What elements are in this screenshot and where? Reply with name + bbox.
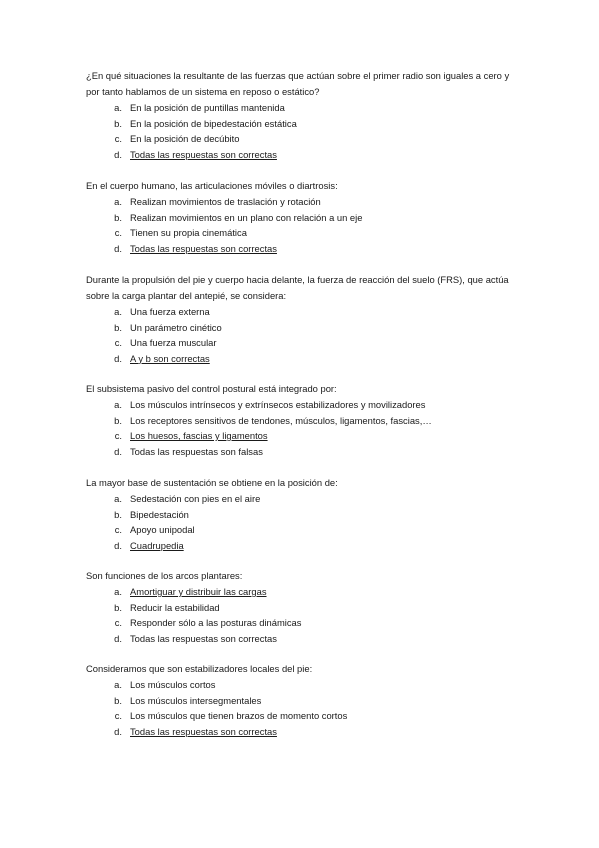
option-letter: d. bbox=[114, 352, 122, 364]
option-b bbox=[86, 600, 516, 616]
option-a bbox=[86, 584, 516, 600]
option-text: Bipedestación bbox=[130, 508, 189, 520]
option-text: Los músculos intersegmentales bbox=[130, 694, 262, 706]
question-6 bbox=[86, 568, 516, 646]
option-c bbox=[86, 615, 516, 631]
option-text: Responder sólo a las posturas dinámicas bbox=[130, 617, 302, 628]
option-list bbox=[86, 584, 516, 646]
option-letter: a. bbox=[114, 493, 122, 504]
question-7 bbox=[86, 661, 516, 739]
option-text: Realizan movimientos en un plano con relación a un eje bbox=[130, 211, 363, 223]
option-text: Todas las respuestas son correctas bbox=[130, 632, 277, 644]
option-list bbox=[86, 100, 516, 162]
option-letter: b. bbox=[114, 601, 122, 613]
option-d bbox=[86, 147, 516, 163]
option-letter: b. bbox=[114, 321, 122, 333]
option-letter: b. bbox=[114, 414, 122, 426]
option-text: Realizan movimientos de traslación y rotación bbox=[130, 196, 321, 207]
option-c bbox=[86, 335, 516, 351]
option-letter: d. bbox=[114, 539, 122, 551]
option-d bbox=[86, 351, 516, 367]
question-text: Son funciones de los arcos plantares: bbox=[86, 570, 243, 581]
option-letter: d. bbox=[114, 725, 122, 737]
question-3 bbox=[86, 272, 516, 366]
option-letter: c. bbox=[114, 337, 122, 348]
option-text: Todas las respuestas son correctas bbox=[130, 242, 277, 254]
option-text: Los músculos que tienen brazos de momento cortos bbox=[130, 710, 348, 721]
option-b bbox=[86, 693, 516, 709]
option-text: Los músculos intrínsecos y extrínsecos estabilizadores y movilizadores bbox=[130, 399, 426, 410]
question-text: Durante la propulsión del pie y cuerpo hacia delante, la fuerza de reacción del suelo (FRS), que actúa sobre la carga plantar del antepié, se considera: bbox=[86, 274, 509, 301]
option-text: Sedestación con pies en el aire bbox=[130, 493, 261, 504]
option-letter: a. bbox=[114, 306, 122, 317]
option-b bbox=[86, 320, 516, 336]
question-text: ¿En qué situaciones la resultante de las fuerzas que actúan sobre el primer radio son iguales a cero y por tanto hablamos de un sistema en reposo o estático? bbox=[86, 70, 510, 97]
question-text: Consideramos que son estabilizadores locales del pie: bbox=[86, 663, 313, 674]
option-letter: b. bbox=[114, 694, 122, 706]
option-b bbox=[86, 210, 516, 226]
option-list bbox=[86, 677, 516, 739]
option-text: Amortiguar y distribuir las cargas bbox=[130, 586, 267, 597]
option-letter: c. bbox=[114, 430, 122, 441]
question-2 bbox=[86, 178, 516, 256]
option-letter: a. bbox=[114, 196, 122, 207]
option-text: A y b son correctas bbox=[130, 352, 210, 364]
option-letter: d. bbox=[114, 445, 122, 457]
option-text: En la posición de puntillas mantenida bbox=[130, 102, 285, 113]
option-c bbox=[86, 428, 516, 444]
option-a bbox=[86, 397, 516, 413]
option-letter: d. bbox=[114, 632, 122, 644]
option-d bbox=[86, 631, 516, 647]
question-1 bbox=[86, 68, 516, 162]
option-b bbox=[86, 116, 516, 132]
option-text: Todas las respuestas son correctas bbox=[130, 725, 277, 737]
option-list bbox=[86, 194, 516, 256]
option-letter: c. bbox=[114, 133, 122, 144]
option-d bbox=[86, 444, 516, 460]
option-letter: a. bbox=[114, 399, 122, 410]
option-text: Un parámetro cinético bbox=[130, 321, 222, 333]
option-letter: c. bbox=[114, 617, 122, 628]
question-text: El subsistema pasivo del control postural está integrado por: bbox=[86, 383, 337, 394]
option-letter: c. bbox=[114, 710, 122, 721]
option-letter: b. bbox=[114, 117, 122, 129]
option-c bbox=[86, 708, 516, 724]
option-text: Los huesos, fascias y ligamentos bbox=[130, 430, 268, 441]
option-d bbox=[86, 724, 516, 740]
option-letter: c. bbox=[114, 524, 122, 535]
option-text: Tienen su propia cinemática bbox=[130, 227, 247, 238]
option-c bbox=[86, 225, 516, 241]
option-a bbox=[86, 677, 516, 693]
option-d bbox=[86, 241, 516, 257]
option-letter: d. bbox=[114, 148, 122, 160]
option-text: Cuadrupedia bbox=[130, 539, 184, 551]
option-a bbox=[86, 304, 516, 320]
option-letter: d. bbox=[114, 242, 122, 254]
option-text: En la posición de decúbito bbox=[130, 133, 240, 144]
option-text: Los músculos cortos bbox=[130, 679, 216, 690]
option-b bbox=[86, 413, 516, 429]
option-letter: b. bbox=[114, 211, 122, 223]
option-letter: a. bbox=[114, 679, 122, 690]
option-a bbox=[86, 194, 516, 210]
option-text: Todas las respuestas son falsas bbox=[130, 445, 263, 457]
option-list bbox=[86, 491, 516, 553]
option-letter: b. bbox=[114, 508, 122, 520]
option-text: Todas las respuestas son correctas bbox=[130, 148, 277, 160]
option-c bbox=[86, 522, 516, 538]
option-text: Una fuerza muscular bbox=[130, 337, 217, 348]
option-letter: a. bbox=[114, 586, 122, 597]
option-list bbox=[86, 397, 516, 459]
question-text: La mayor base de sustentación se obtiene en la posición de: bbox=[86, 477, 338, 488]
question-text: En el cuerpo humano, las articulaciones móviles o diartrosis: bbox=[86, 180, 338, 191]
option-d bbox=[86, 538, 516, 554]
option-a bbox=[86, 100, 516, 116]
option-text: Una fuerza externa bbox=[130, 306, 210, 317]
option-letter: c. bbox=[114, 227, 122, 238]
option-text: Reducir la estabilidad bbox=[130, 601, 220, 613]
question-5 bbox=[86, 475, 516, 553]
option-a bbox=[86, 491, 516, 507]
question-4 bbox=[86, 381, 516, 459]
option-letter: a. bbox=[114, 102, 122, 113]
option-list bbox=[86, 304, 516, 366]
option-text: Los receptores sensitivos de tendones, músculos, ligamentos, fascias,… bbox=[130, 414, 432, 426]
option-text: Apoyo unipodal bbox=[130, 524, 195, 535]
option-c bbox=[86, 131, 516, 147]
option-b bbox=[86, 507, 516, 523]
option-text: En la posición de bipedestación estática bbox=[130, 117, 297, 129]
